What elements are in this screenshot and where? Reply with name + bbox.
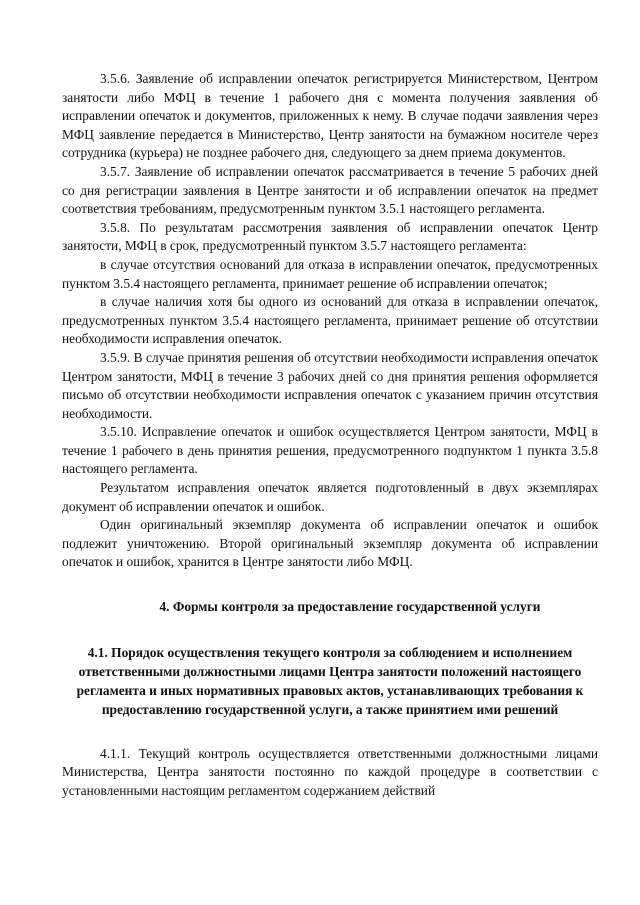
paragraph-3-5-8-case-2: в случае наличия хотя бы одного из оснований для отказа в исправлении опечаток, предусмотренных пунктом 3.5.4 настоящего регламента, принимает решение об отсутствии необходимости исправления опечаток. — [62, 294, 598, 347]
paragraph-3-5-7: 3.5.7. Заявление об исправлении опечаток рассматривается в течение 5 рабочих дней со дня регистрации заявления в Центре занятости и об исправлении опечаток на предмет соответствия требованиям, предусмотренным пунктом 3.5.1 настоящего регламента. — [62, 163, 598, 217]
paragraph-copies: Один оригинальный экземпляр документа об исправлении опечаток и ошибок подлежит уничтожению. Второй оригинальный экземпляр документа об исправлении опечаток и ошибок, хранится в Центре занятости либо МФЦ. — [62, 517, 598, 570]
paragraph-3-5-9: 3.5.9. В случае принятия решения об отсутствии необходимости исправления опечаток Центром занятости, МФЦ в течение 3 рабочих дней со дня принятия решения оформляется письмо об отсутствии необходимости исправления опечаток с указанием причин отсутствия необходимости. — [62, 349, 598, 421]
paragraph-3-5-10: 3.5.10. Исправление опечаток и ошибок осуществляется Центром занятости, МФЦ в течение 1 рабочего в день принятия решения, предусмотренного подпунктом 1 пункта 3.5.8 настоящего регламента. — [62, 424, 598, 477]
paragraph-3-5-6: 3.5.6. Заявление об исправлении опечаток регистрируется Министерством, Центром занятости либо МФЦ в течение 1 рабочего дня с момента получения заявления об исправлении опечаток и документов, приложенных к нему. В случае подачи заявления через МФЦ заявление передается в Министерство, Центр занятости на бумажном носителе через сотрудника (курьера) не позднее рабочего дня, следующего за днем приема документов. — [62, 71, 598, 161]
document-page — [62, 70, 598, 800]
paragraph-3-5-8-case-1: в случае отсутствия оснований для отказа в исправлении опечаток, предусмотренных пунктом 3.5.4 настоящего регламента, принимает решение об исправлении опечаток; — [62, 256, 598, 291]
paragraph-3-5-8: 3.5.8. По результатам рассмотрения заявления об исправлении опечаток Центр занятости, МФЦ в срок, предусмотренный пунктом 3.5.7 настоящего регламента: — [62, 219, 598, 254]
section-title: 4. Формы контроля за предоставление государственной услуги — [159, 599, 541, 615]
paragraph-result: Результатом исправления опечаток является подготовленный в двух экземплярах документ об исправлении опечаток и ошибок. — [62, 480, 598, 514]
paragraph-4-1-1: 4.1.1. Текущий контроль осуществляется ответственными должностными лицами Министерства, Центра занятости постоянно по каждой процедуре в соответствии с установленными настоящим регламентом содержанием действий — [62, 745, 598, 798]
subsection-title: 4.1. Порядок осуществления текущего контроля за соблюдением и исполнением ответственными должностными лицами Центра занятости положений настоящего регламента и иных нормативных правовых актов, устанавливающих требования к предоставлению государственной услуги, а также принятием ими решений — [76, 644, 584, 717]
